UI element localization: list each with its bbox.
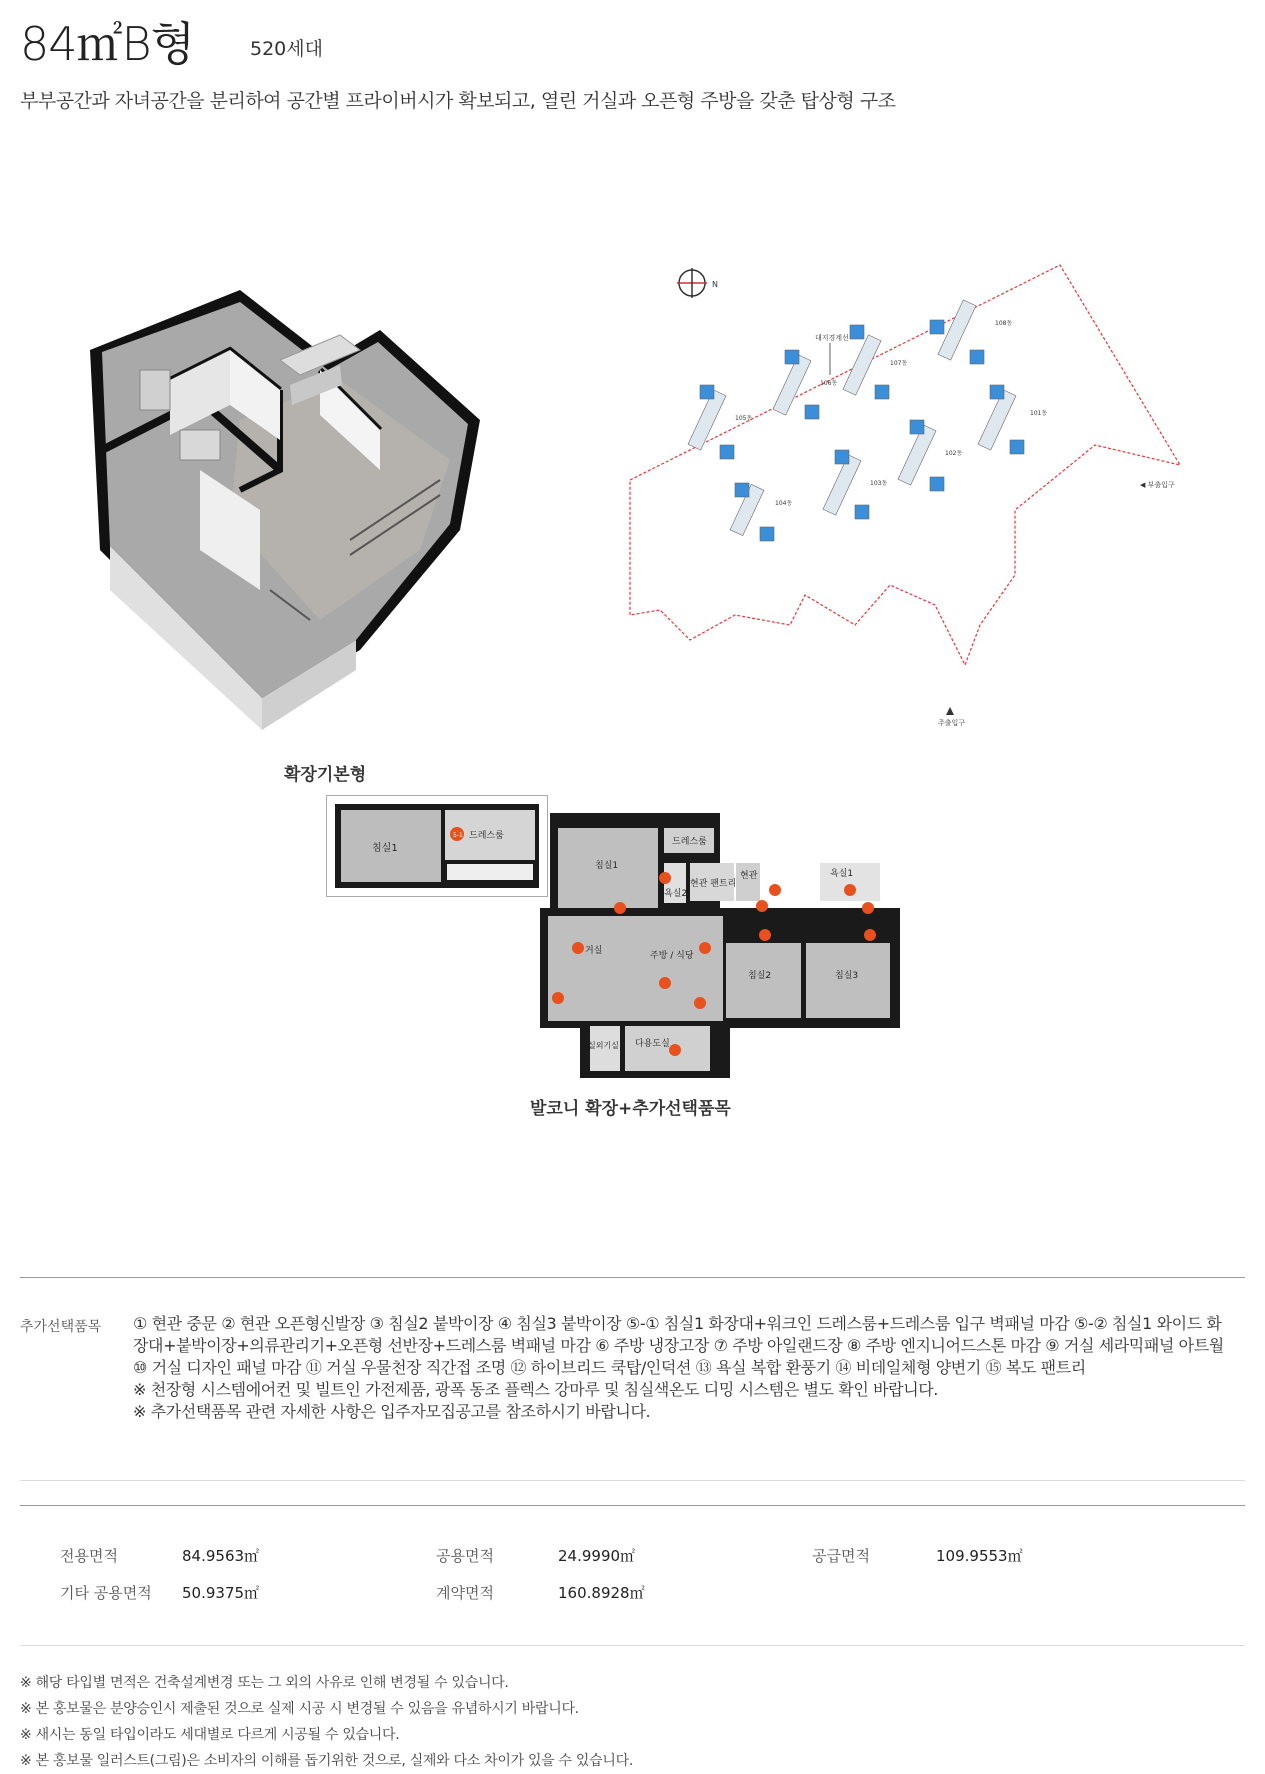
basic-plan-label: 확장기본형 [284,765,367,785]
divider [20,1480,1245,1481]
building-106 [773,350,837,419]
supply-area-value: 109.9553㎡ [936,1547,1023,1565]
note-3: ※ 새시는 동일 타입이라도 세대별로 다르게 시공될 수 있습니다. [20,1727,400,1743]
contract-area-value: 160.8928㎡ [558,1584,645,1602]
unit-description: 부부공간과 자녀공간을 분리하여 공간별 프라이버시가 확보되고, 열린 거실과 오픈형 주방을 갖춘 탑상형 구조 [20,90,896,112]
room-bed2: 침실2 [748,971,772,981]
extended-floorplan [540,808,914,1083]
basic-floorplan [326,795,548,897]
main-entrance-label: 주출입구 [938,719,966,727]
room-dress: 드레스룸 [672,837,707,847]
boundary-label: 대지경계선 [815,334,849,342]
building-107 [843,325,907,399]
building-108 [930,300,1012,364]
room-entry-pantry: 현관 팬트리 [690,879,737,889]
common-area-value: 24.9990㎡ [558,1547,636,1565]
exclusive-area-value: 84.9563㎡ [182,1547,260,1565]
note-1: ※ 해당 타입별 면적은 건축설계변경 또는 그 외의 사유로 인해 변경될 수 있습니다. [20,1675,509,1691]
building-105 [688,385,752,459]
compass-icon [677,268,718,298]
svg-text:102동: 102동 [945,450,963,457]
svg-text:108동: 108동 [995,320,1013,327]
room-entry: 현관 [740,871,758,881]
room-bed3: 침실3 [835,971,859,981]
building-103 [823,450,887,519]
building-101 [978,385,1047,454]
svg-text:105동: 105동 [735,415,753,422]
room-living: 거실 [585,946,603,956]
options-text [133,1313,1233,1423]
room-outdoor: 실외기실 [588,1041,619,1050]
svg-text:5-1: 5-1 [453,832,463,839]
options-label: 추가선택품목 [20,1319,102,1335]
options-list: ① 현관 중문 ② 현관 오픈형신발장 ③ 침실2 붙박이장 ④ 침실3 붙박이장 ⑤-① 침실1 화장대+워크인 드레스룸+드레스룸 입구 벽패널 마감 ⑤-② 침실1 와이드 화장대+붙박이장+의류관리기+오픈형 선반장+드레스룸 벽패널 마감 ⑥ 주방 냉장고장 ⑦ 주방 아일랜드장 ⑧ 주방 엔지니어드스톤 마감 ⑨ 거실 세라믹패널 아트월 ⑩ 거실 디자인 패널 마감 ⑪ 거실 우물천장 직간접 조명 ⑫ 하이브리드 쿡탑/인덕션 ⑬ 욕실 복합 환풍기 ⑭ 비데일체형 양변기 ⑮ 복도 팬트리 [133,1314,1224,1377]
other-common-area-value: 50.9375㎡ [182,1584,260,1602]
room-bath1: 욕실1 [830,869,854,879]
options-note-1: ※ 천장형 시스템에어컨 및 빌트인 가전제품, 광폭 동조 플렉스 강마루 및 침실색온도 디밍 시스템은 별도 확인 바랍니다. [133,1380,938,1399]
extended-plan-label: 발코니 확장+추가선택품목 [530,1099,731,1119]
divider [20,1505,1245,1506]
svg-text:106동: 106동 [820,380,838,387]
common-area-label: 공용면적 [436,1547,494,1565]
building-104 [730,483,792,541]
room-bed1: 침실1 [595,861,619,871]
note-4: ※ 본 홍보물 일러스트(그림)은 소비자의 이해를 돕기위한 것으로, 실제와 다소 차이가 있을 수 있습니다. [20,1753,633,1769]
site-plan-map [620,255,1210,735]
household-count: 520세대 [250,38,323,60]
basic-room-dress: 드레스룸 [469,831,504,841]
supply-area-label: 공급면적 [812,1547,870,1565]
room-bath2: 욕실2 [664,889,688,899]
contract-area-label: 계약면적 [436,1584,494,1602]
room-kitchen: 주방 / 식당 [650,951,694,961]
options-note-2: ※ 추가선택품목 관련 자세한 사항은 입주자모집공고를 참조하시기 바랍니다. [133,1402,651,1421]
svg-text:103동: 103동 [870,480,888,487]
note-2: ※ 본 홍보물은 분양승인시 제출된 것으로 실제 시공 시 변경될 수 있음을 유념하시기 바랍니다. [20,1701,579,1717]
svg-text:104동: 104동 [775,500,793,507]
exclusive-area-label: 전용면적 [60,1547,118,1565]
side-entrance-label: ◀ 부출입구 [1140,481,1175,489]
basic-room-bed1: 침실1 [372,843,398,854]
svg-text:107동: 107동 [890,360,908,367]
page-title: 84㎡B형 [20,17,195,71]
other-common-area-label: 기타 공용면적 [60,1584,152,1602]
building-102 [898,420,962,491]
divider [20,1277,1245,1278]
compass-label: N [712,280,718,289]
room-utility: 다용도실 [635,1039,670,1049]
svg-text:101동: 101동 [1030,410,1048,417]
divider [20,1645,1245,1646]
isometric-floorplan-image [80,290,520,730]
